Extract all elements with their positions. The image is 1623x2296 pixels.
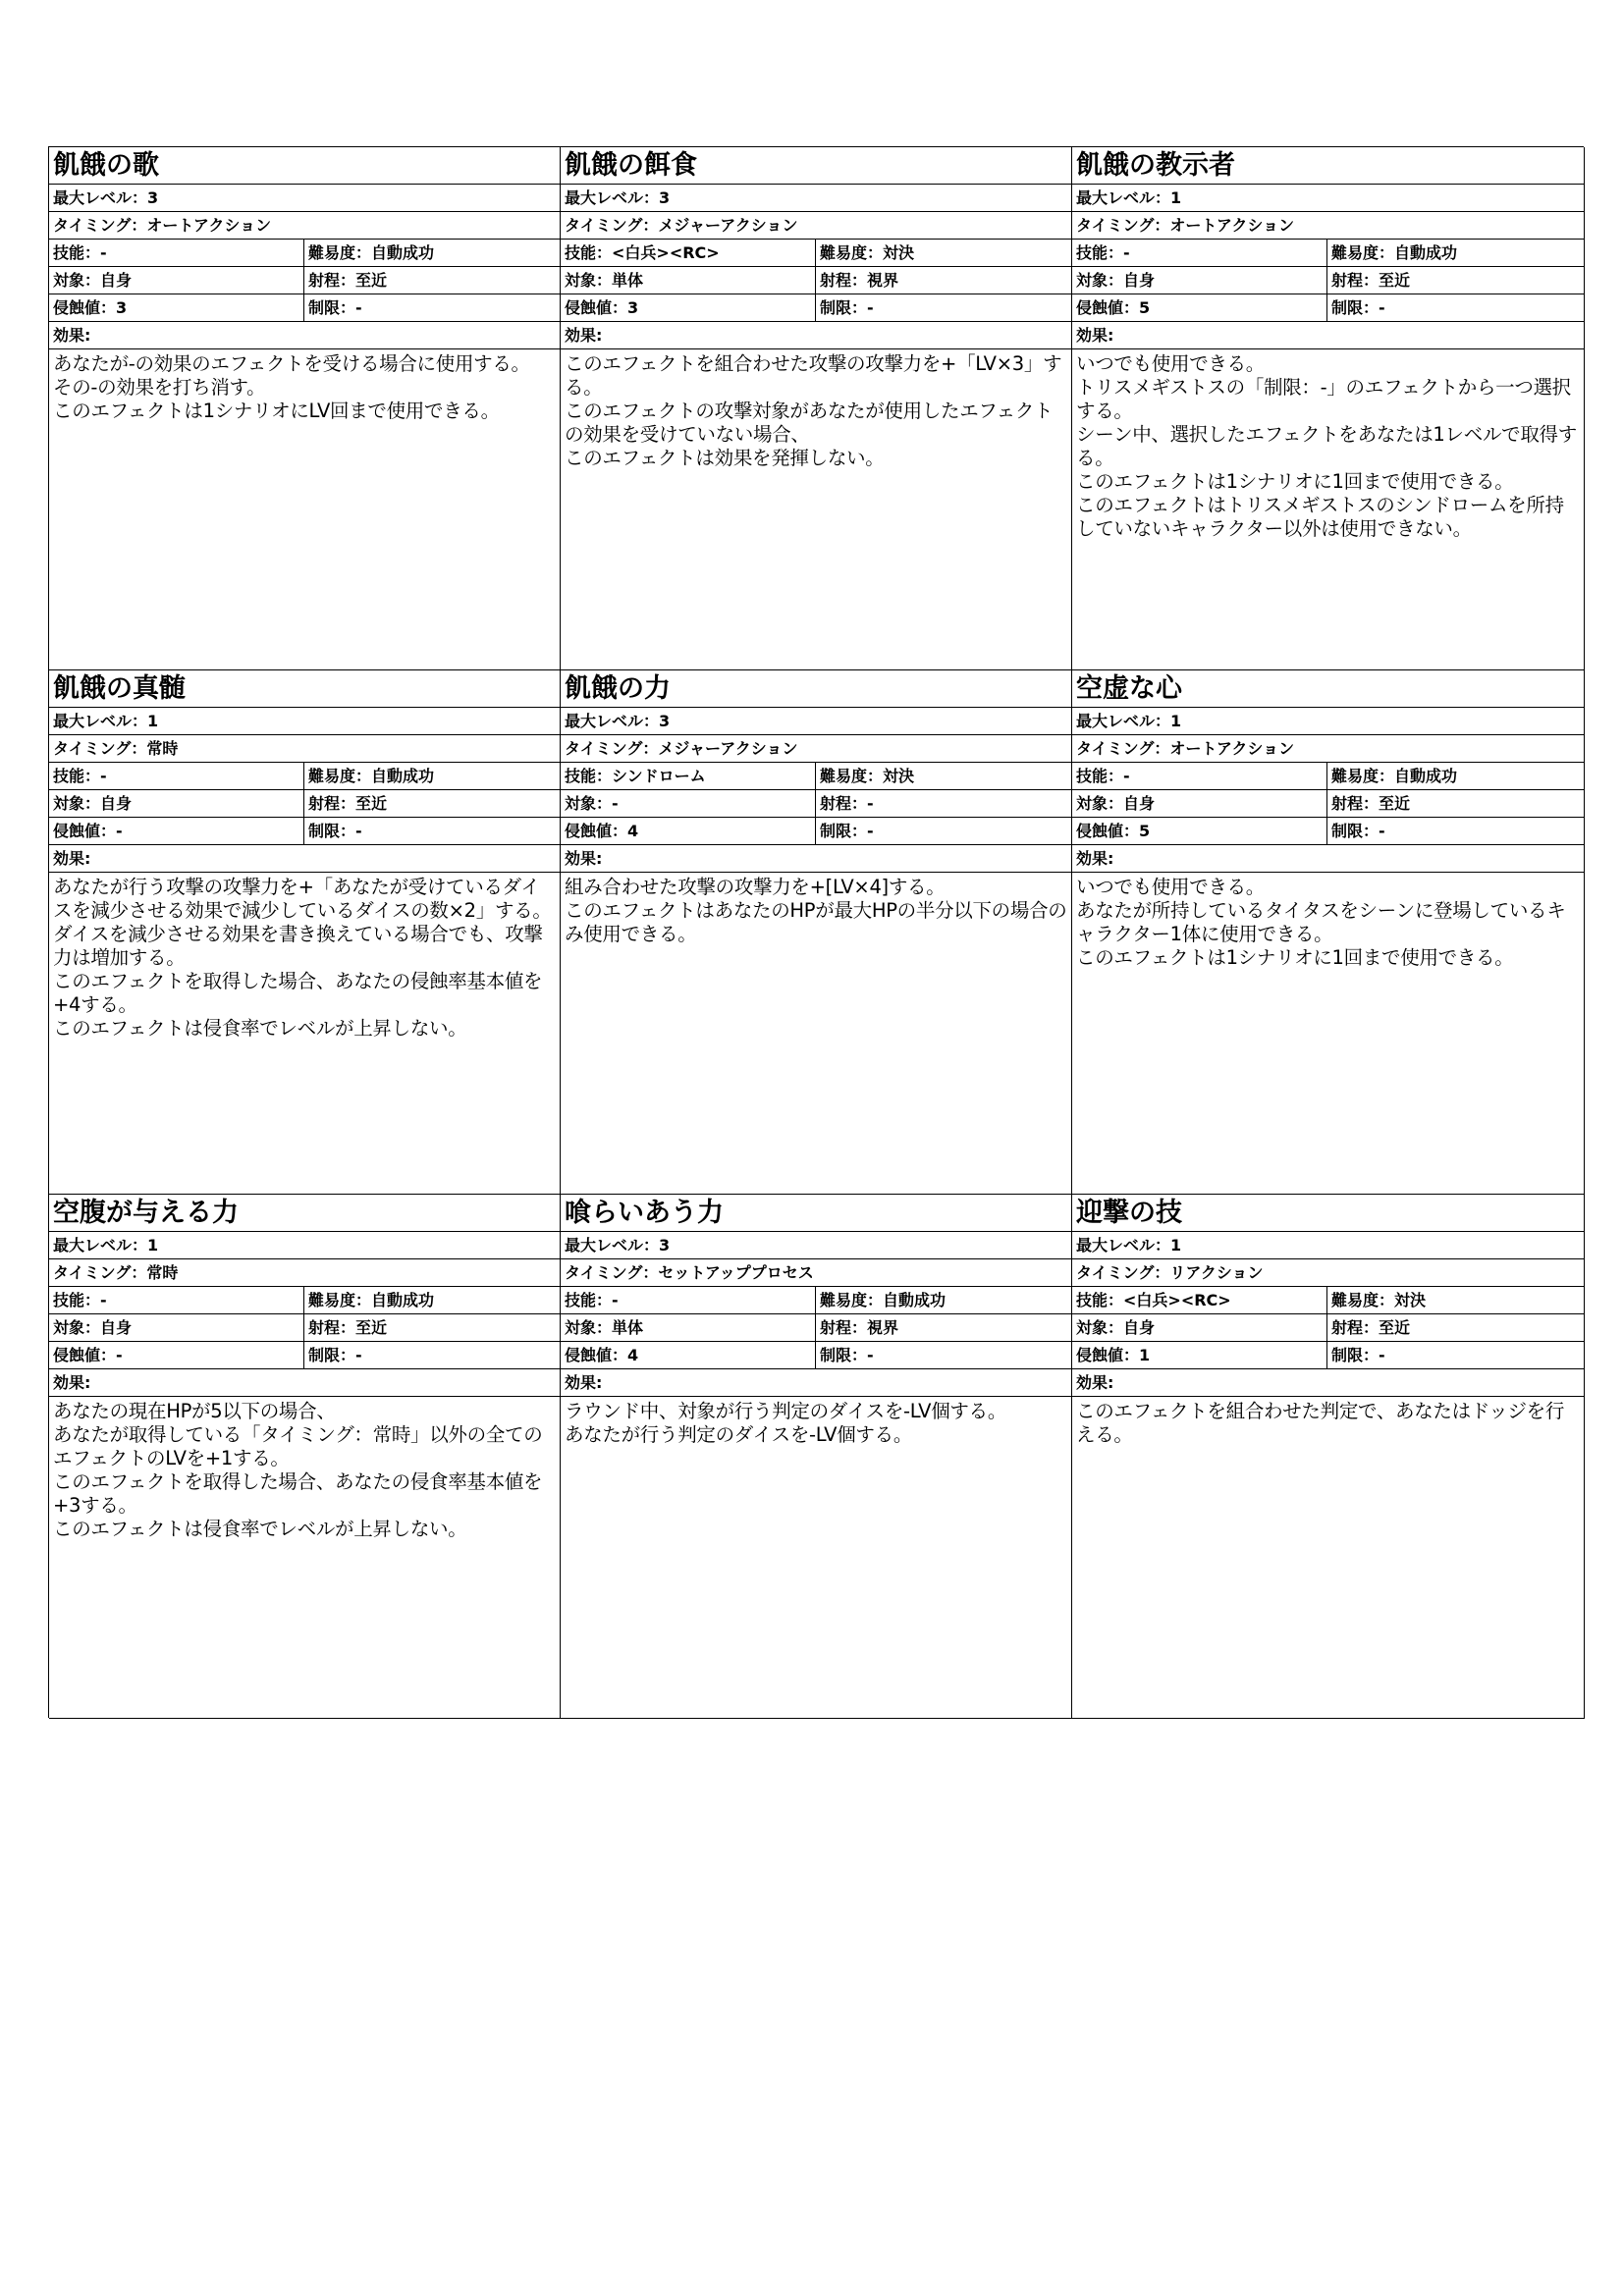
difficulty: 難易度：自動成功 [820, 1291, 947, 1309]
target: 対象：自身 [1072, 790, 1327, 817]
difficulty: 難易度：自動成功 [308, 1291, 435, 1309]
encroachment: 侵蝕値：3 [561, 294, 816, 321]
max-level: 最大レベル：3 [565, 188, 671, 207]
skill: 技能：- [561, 1287, 816, 1313]
skill: 技能：<白兵><RC> [1072, 1287, 1327, 1313]
effect-label: 効果: [565, 326, 603, 345]
effect-label: 効果: [1076, 1373, 1114, 1392]
encroachment: 侵蝕値：4 [561, 1342, 816, 1368]
skill: 技能：<白兵><RC> [561, 240, 816, 266]
max-level: 最大レベル：1 [1076, 712, 1182, 730]
effect-card [1072, 670, 1585, 1195]
timing: タイミング：メジャーアクション [565, 216, 798, 235]
encroachment: 侵蝕値：5 [1072, 294, 1327, 321]
target: 対象：- [561, 790, 816, 817]
timing: タイミング：オートアクション [1076, 739, 1295, 758]
effect-text: 組み合わせた攻撃の攻撃力を+[LV×4]する。 このエフェクトはあなたのHPが最大HPの半分以下の場合のみ使用できる。 [565, 876, 1067, 945]
range: 射程：至近 [308, 1318, 388, 1337]
effect-name: 喰らいあう力 [561, 1195, 1071, 1232]
max-level: 最大レベル：3 [565, 712, 671, 730]
range: 射程：至近 [1331, 1318, 1411, 1337]
timing: タイミング：セットアッププロセス [565, 1263, 814, 1282]
skill: 技能：シンドローム [561, 763, 816, 789]
skill: 技能：- [1072, 763, 1327, 789]
range: 射程：至近 [308, 271, 388, 290]
encroachment: 侵蝕値：- [49, 818, 304, 844]
skill: 技能：- [1072, 240, 1327, 266]
max-level: 最大レベル：1 [1076, 188, 1182, 207]
effect-name: 飢餓の餌食 [561, 147, 1071, 185]
effect-name: 飢餓の教示者 [1072, 147, 1584, 185]
limit: 制限：- [820, 822, 874, 840]
timing: タイミング：オートアクション [53, 216, 272, 235]
effect-name: 飢餓の真髄 [49, 670, 560, 708]
encroachment: 侵蝕値：4 [561, 818, 816, 844]
range: 射程：至近 [1331, 271, 1411, 290]
difficulty: 難易度：自動成功 [308, 767, 435, 785]
effect-text: このエフェクトを組合わせた攻撃の攻撃力を+「LV×3」する。 このエフェクトの攻撃対象があなたが使用したエフェクトの効果を受けていない場合、 このエフェクトは効果を発揮しない。 [565, 352, 1062, 469]
range: 射程：視界 [820, 271, 899, 290]
effect-text: あなたが-の効果のエフェクトを受ける場合に使用する。 その-の効果を打ち消す。 このエフェクトは1シナリオにLV回まで使用できる。 [53, 352, 530, 422]
encroachment: 侵蝕値：5 [1072, 818, 1327, 844]
target: 対象：単体 [561, 1314, 816, 1341]
limit: 制限：- [1331, 822, 1385, 840]
limit: 制限：- [1331, 1346, 1385, 1364]
limit: 制限：- [1331, 298, 1385, 317]
skill: 技能：- [49, 240, 304, 266]
difficulty: 難易度：対決 [820, 243, 915, 262]
effect-card [561, 147, 1072, 670]
effect-text: いつでも使用できる。 トリスメギストスの「制限：-」のエフェクトから一つ選択する。 シーン中、選択したエフェクトをあなたは1レベルで取得する。 このエフェクトは1シナリオに1回まで使用できる。 このエフェクトはトリスメギストスのシンドロームを所持していないキャラクター以外は使用できない。 [1076, 352, 1577, 540]
effect-label: 効果: [53, 1373, 91, 1392]
effect-label: 効果: [53, 326, 91, 345]
difficulty: 難易度：自動成功 [308, 243, 435, 262]
effect-card [561, 1195, 1072, 1719]
encroachment: 侵蝕値：1 [1072, 1342, 1327, 1368]
effect-card [1072, 1195, 1585, 1719]
effect-card [49, 1195, 561, 1719]
skill: 技能：- [49, 763, 304, 789]
effect-name: 迎撃の技 [1072, 1195, 1584, 1232]
limit: 制限：- [820, 1346, 874, 1364]
target: 対象：自身 [49, 1314, 304, 1341]
range: 射程：至近 [1331, 794, 1411, 813]
difficulty: 難易度：対決 [1331, 1291, 1427, 1309]
effect-text: ラウンド中、対象が行う判定のダイスを-LV個する。 あなたが行う判定のダイスを-LV個する。 [565, 1400, 1007, 1446]
effect-label: 効果: [565, 849, 603, 868]
effect-label: 効果: [565, 1373, 603, 1392]
skill: 技能：- [49, 1287, 304, 1313]
max-level: 最大レベル：3 [565, 1236, 671, 1255]
range: 射程：- [820, 794, 874, 813]
range: 射程：至近 [308, 794, 388, 813]
limit: 制限：- [820, 298, 874, 317]
max-level: 最大レベル：1 [1076, 1236, 1182, 1255]
target: 対象：自身 [49, 790, 304, 817]
timing: タイミング：常時 [53, 1263, 179, 1282]
timing: タイミング：常時 [53, 739, 179, 758]
difficulty: 難易度：対決 [820, 767, 915, 785]
difficulty: 難易度：自動成功 [1331, 243, 1458, 262]
timing: タイミング：オートアクション [1076, 216, 1295, 235]
effect-name: 飢餓の力 [561, 670, 1071, 708]
max-level: 最大レベル：3 [53, 188, 159, 207]
effect-name: 空虚な心 [1072, 670, 1584, 708]
max-level: 最大レベル：1 [53, 1236, 159, 1255]
difficulty: 難易度：自動成功 [1331, 767, 1458, 785]
effect-text: あなたが行う攻撃の攻撃力を+「あなたが受けているダイスを減少させる効果で減少しているダイスの数×2」する。 ダイスを減少させる効果を書き換えている場合でも、攻撃力は増加する。 このエフェクトを取得した場合、あなたの侵蝕率基本値を+4する。 このエフェクトは侵食率でレベルが上昇しない。 [53, 876, 552, 1040]
target: 対象：自身 [49, 267, 304, 294]
effect-text: このエフェクトを組合わせた判定で、あなたはドッジを行える。 [1076, 1400, 1565, 1446]
max-level: 最大レベル：1 [53, 712, 159, 730]
limit: 制限：- [308, 298, 362, 317]
effect-label: 効果: [53, 849, 91, 868]
effect-card [561, 670, 1072, 1195]
effect-card [49, 147, 561, 670]
encroachment: 侵蝕値：- [49, 1342, 304, 1368]
effect-label: 効果: [1076, 326, 1114, 345]
encroachment: 侵蝕値：3 [49, 294, 304, 321]
effect-text: いつでも使用できる。 あなたが所持しているタイタスをシーンに登場しているキャラクター1体に使用できる。 このエフェクトは1シナリオに1回まで使用できる。 [1076, 876, 1566, 969]
effect-name: 飢餓の歌 [49, 147, 560, 185]
effect-card [1072, 147, 1585, 670]
effect-text: あなたの現在HPが5以下の場合、 あなたが取得している「タイミング：常時」以外の全てのエフェクトのLVを+1する。 このエフェクトを取得した場合、あなたの侵食率基本値を+3する。 このエフェクトは侵食率でレベルが上昇しない。 [53, 1400, 543, 1540]
timing: タイミング：リアクション [1076, 1263, 1264, 1282]
limit: 制限：- [308, 822, 362, 840]
range: 射程：視界 [820, 1318, 899, 1337]
target: 対象：自身 [1072, 267, 1327, 294]
target: 対象：単体 [561, 267, 816, 294]
effect-card [49, 670, 561, 1195]
limit: 制限：- [308, 1346, 362, 1364]
effect-label: 効果: [1076, 849, 1114, 868]
effect-card-sheet [48, 146, 1584, 1718]
target: 対象：自身 [1072, 1314, 1327, 1341]
effect-name: 空腹が与える力 [49, 1195, 560, 1232]
timing: タイミング：メジャーアクション [565, 739, 798, 758]
